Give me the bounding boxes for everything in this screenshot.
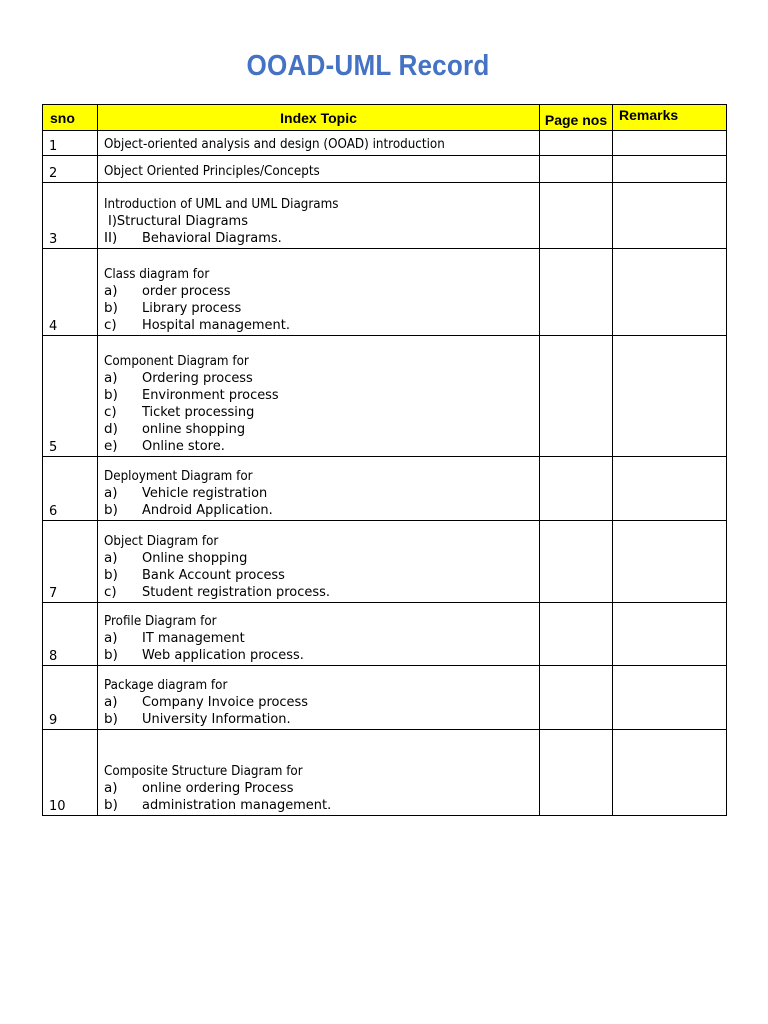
row-topic	[98, 156, 540, 183]
row-topic	[98, 457, 540, 521]
topic-subitem	[104, 230, 539, 247]
index-table	[42, 104, 727, 816]
row-sno: 4	[43, 249, 98, 336]
topic-subitem	[104, 647, 539, 664]
topic-subitem	[104, 404, 539, 421]
row-page-nos	[540, 183, 613, 249]
subitem-marker: a)	[104, 694, 118, 710]
table-row	[43, 183, 727, 249]
topic-subitem	[104, 317, 539, 334]
document-title: OOAD-UML Record	[246, 50, 490, 82]
row-page-nos	[540, 666, 613, 730]
subitem-text: Ordering process	[142, 370, 253, 386]
topic-subitem	[104, 550, 539, 567]
row-topic	[98, 183, 540, 249]
subitem-marker: c)	[104, 317, 117, 333]
topic-subitem	[104, 438, 539, 455]
subitem-text: Online shopping	[142, 550, 248, 566]
subitem-marker: a)	[104, 630, 118, 646]
topic-subitem	[104, 567, 539, 584]
row-page-nos	[540, 336, 613, 457]
row-page-nos	[540, 249, 613, 336]
row-sno: 1	[43, 131, 98, 156]
topic-subitem	[104, 630, 539, 647]
subitem-marker: b)	[104, 502, 118, 518]
subitem-text: University Information.	[142, 711, 291, 727]
row-page-nos	[540, 603, 613, 666]
subitem-marker: d)	[104, 421, 118, 437]
row-remarks	[613, 521, 727, 603]
subitem-text: Web application process.	[142, 647, 304, 663]
topic-title: Introduction of UML and UML Diagrams	[104, 197, 339, 212]
subitem-marker: b)	[104, 797, 118, 813]
subitem-marker: c)	[104, 404, 117, 420]
row-topic	[98, 666, 540, 730]
subitem-marker: a)	[104, 370, 118, 386]
subitem-text: IT management	[142, 630, 245, 646]
row-sno: 5	[43, 336, 98, 457]
header-sno: sno	[43, 105, 98, 131]
row-sno: 6	[43, 457, 98, 521]
topic-subitem	[104, 780, 539, 797]
topic-subitem	[104, 370, 539, 387]
row-sno: 3	[43, 183, 98, 249]
row-topic	[98, 131, 540, 156]
subitem-text: Bank Account process	[142, 567, 285, 583]
topic-subitem	[104, 300, 539, 317]
subitem-text: Hospital management.	[142, 317, 290, 333]
row-sno: 9	[43, 666, 98, 730]
topic-title: Composite Structure Diagram for	[104, 764, 303, 779]
subitem-text: online ordering Process	[142, 780, 294, 796]
table-row	[43, 131, 727, 156]
topic-subitem	[104, 283, 539, 300]
row-remarks	[613, 183, 727, 249]
subitem-text: Company Invoice process	[142, 694, 309, 710]
topic-title: Deployment Diagram for	[104, 469, 253, 484]
topic-subitem	[104, 584, 539, 601]
topic-title: Object Diagram for	[104, 534, 219, 549]
table-row	[43, 457, 727, 521]
table-row	[43, 730, 727, 816]
subitem-text: Library process	[142, 300, 242, 316]
row-topic	[98, 603, 540, 666]
topic-title: Object-oriented analysis and design (OOAD) introduction	[104, 137, 445, 152]
topic-title: Profile Diagram for	[104, 614, 217, 629]
table-row	[43, 603, 727, 666]
subitem-text: Android Application.	[142, 502, 273, 518]
row-sno: 2	[43, 156, 98, 183]
subitem-marker: b)	[104, 387, 118, 403]
row-remarks	[613, 131, 727, 156]
row-remarks	[613, 156, 727, 183]
table-row	[43, 521, 727, 603]
table-row	[43, 249, 727, 336]
topic-subitem	[104, 387, 539, 404]
row-topic	[98, 730, 540, 816]
topic-subitem	[104, 711, 539, 728]
row-topic	[98, 249, 540, 336]
row-remarks	[613, 249, 727, 336]
subitem-text: online shopping	[142, 421, 246, 437]
subitem-text: Online store.	[142, 438, 225, 454]
subitem-marker: II)	[104, 230, 118, 246]
header-remarks: Remarks	[613, 105, 727, 131]
topic-subitem	[104, 421, 539, 438]
subitem-marker: a)	[104, 283, 118, 299]
row-page-nos	[540, 730, 613, 816]
row-page-nos	[540, 131, 613, 156]
subitem-marker: b)	[104, 647, 118, 663]
header-index-topic: Index Topic	[98, 105, 540, 131]
subitem-marker: e)	[104, 438, 118, 454]
topic-title: Package diagram for	[104, 678, 228, 693]
row-page-nos	[540, 457, 613, 521]
row-remarks	[613, 730, 727, 816]
row-topic	[98, 521, 540, 603]
table-row	[43, 336, 727, 457]
subitem-text: administration management.	[142, 797, 332, 813]
topic-title: Component Diagram for	[104, 354, 249, 369]
topic-title: Class diagram for	[104, 267, 210, 282]
topic-title: Object Oriented Principles/Concepts	[104, 164, 320, 179]
topic-subitem	[104, 502, 539, 519]
subitem-text: Ticket processing	[142, 404, 255, 420]
topic-subitem	[104, 694, 539, 711]
table-header-row	[43, 105, 727, 131]
row-sno: 10	[43, 730, 98, 816]
subitem-text: Student registration process.	[142, 584, 330, 600]
subitem-marker: b)	[104, 567, 118, 583]
row-sno: 7	[43, 521, 98, 603]
row-remarks	[613, 336, 727, 457]
table-row	[43, 156, 727, 183]
subitem-marker: a)	[104, 550, 118, 566]
topic-subitem	[104, 485, 539, 502]
topic-subitem	[104, 797, 539, 814]
subitem-marker: c)	[104, 584, 117, 600]
row-page-nos	[540, 521, 613, 603]
row-remarks	[613, 457, 727, 521]
subitem-text: order process	[142, 283, 231, 299]
subitem-marker: a)	[104, 485, 118, 501]
subitem-marker: a)	[104, 780, 118, 796]
header-page-nos: Page nos	[540, 105, 613, 131]
subitem-text: Behavioral Diagrams.	[142, 230, 282, 246]
row-remarks	[613, 666, 727, 730]
topic-subitem: I)Structural Diagrams	[108, 214, 248, 229]
subitem-text: Vehicle registration	[142, 485, 268, 501]
row-remarks	[613, 603, 727, 666]
row-topic	[98, 336, 540, 457]
row-page-nos	[540, 156, 613, 183]
subitem-marker: b)	[104, 711, 118, 727]
table-row	[43, 666, 727, 730]
subitem-text: Environment process	[142, 387, 279, 403]
subitem-marker: b)	[104, 300, 118, 316]
row-sno: 8	[43, 603, 98, 666]
